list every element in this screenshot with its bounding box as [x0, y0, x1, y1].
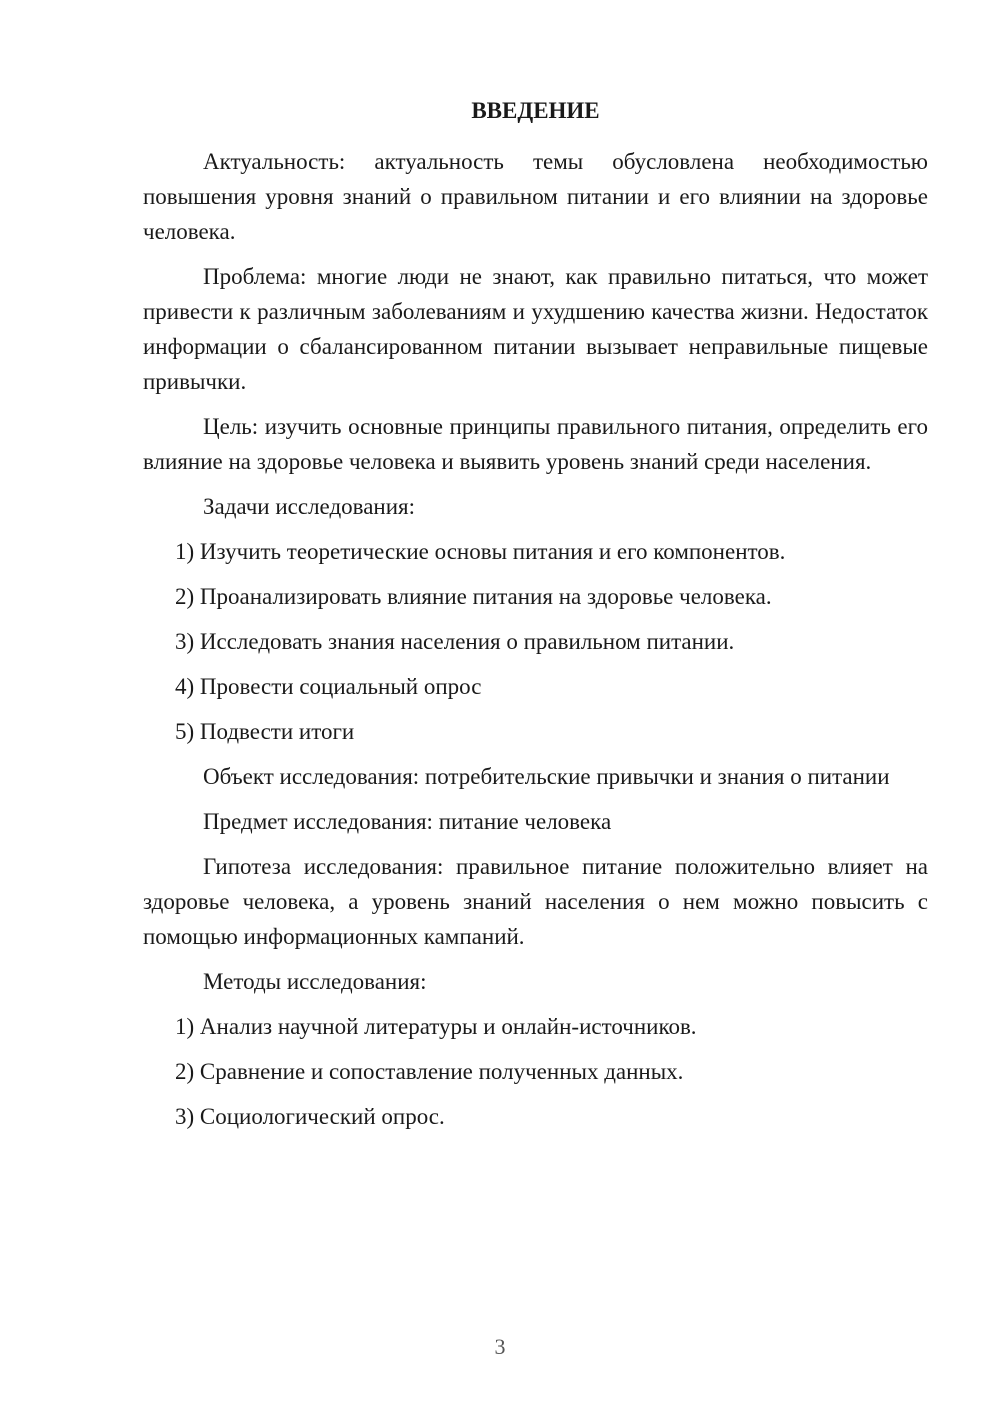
subject-paragraph: Предмет исследования: питание человека: [203, 809, 612, 834]
page-content: [143, 96, 928, 1144]
task-item: 5) Подвести итоги: [175, 719, 355, 744]
hypothesis-paragraph: Гипотеза исследования: правильное питание положительно влияет на здоровье человека, а уровень знаний населения о нем можно повысить с помощью информационных кампаний.: [143, 854, 928, 949]
method-item: 3) Социологический опрос.: [175, 1104, 445, 1129]
tasks-list: [143, 534, 928, 749]
task-item: 4) Провести социальный опрос: [175, 674, 482, 699]
problem-paragraph: Проблема: многие люди не знают, как правильно питаться, что может привести к различным заболеваниям и ухудшению качества жизни. Недостаток информации о сбалансированном питании вызывает неправильные пищевые привычки.: [143, 264, 928, 394]
object-paragraph: Объект исследования: потребительские привычки и знания о питании: [203, 764, 890, 789]
methods-list: [143, 1009, 928, 1134]
method-item: 1) Анализ научной литературы и онлайн-источников.: [175, 1014, 697, 1039]
section-title: ВВЕДЕНИЕ: [471, 98, 600, 123]
goal-paragraph: Цель: изучить основные принципы правильного питания, определить его влияние на здоровье человека и выявить уровень знаний среди населения.: [143, 414, 928, 474]
task-item: 2) Проанализировать влияние питания на здоровье человека.: [175, 584, 772, 609]
task-item: 1) Изучить теоретические основы питания и его компонентов.: [175, 539, 786, 564]
tasks-heading: Задачи исследования:: [203, 494, 416, 519]
methods-heading: Методы исследования:: [203, 969, 427, 994]
page-number: 3: [494, 1334, 506, 1359]
method-item: 2) Сравнение и сопоставление полученных данных.: [175, 1059, 684, 1084]
task-item: 3) Исследовать знания населения о правильном питании.: [175, 629, 735, 654]
relevance-paragraph: Актуальность: актуальность темы обусловлена необходимостью повышения уровня знаний о правильном питании и его влиянии на здоровье человека.: [143, 149, 928, 244]
